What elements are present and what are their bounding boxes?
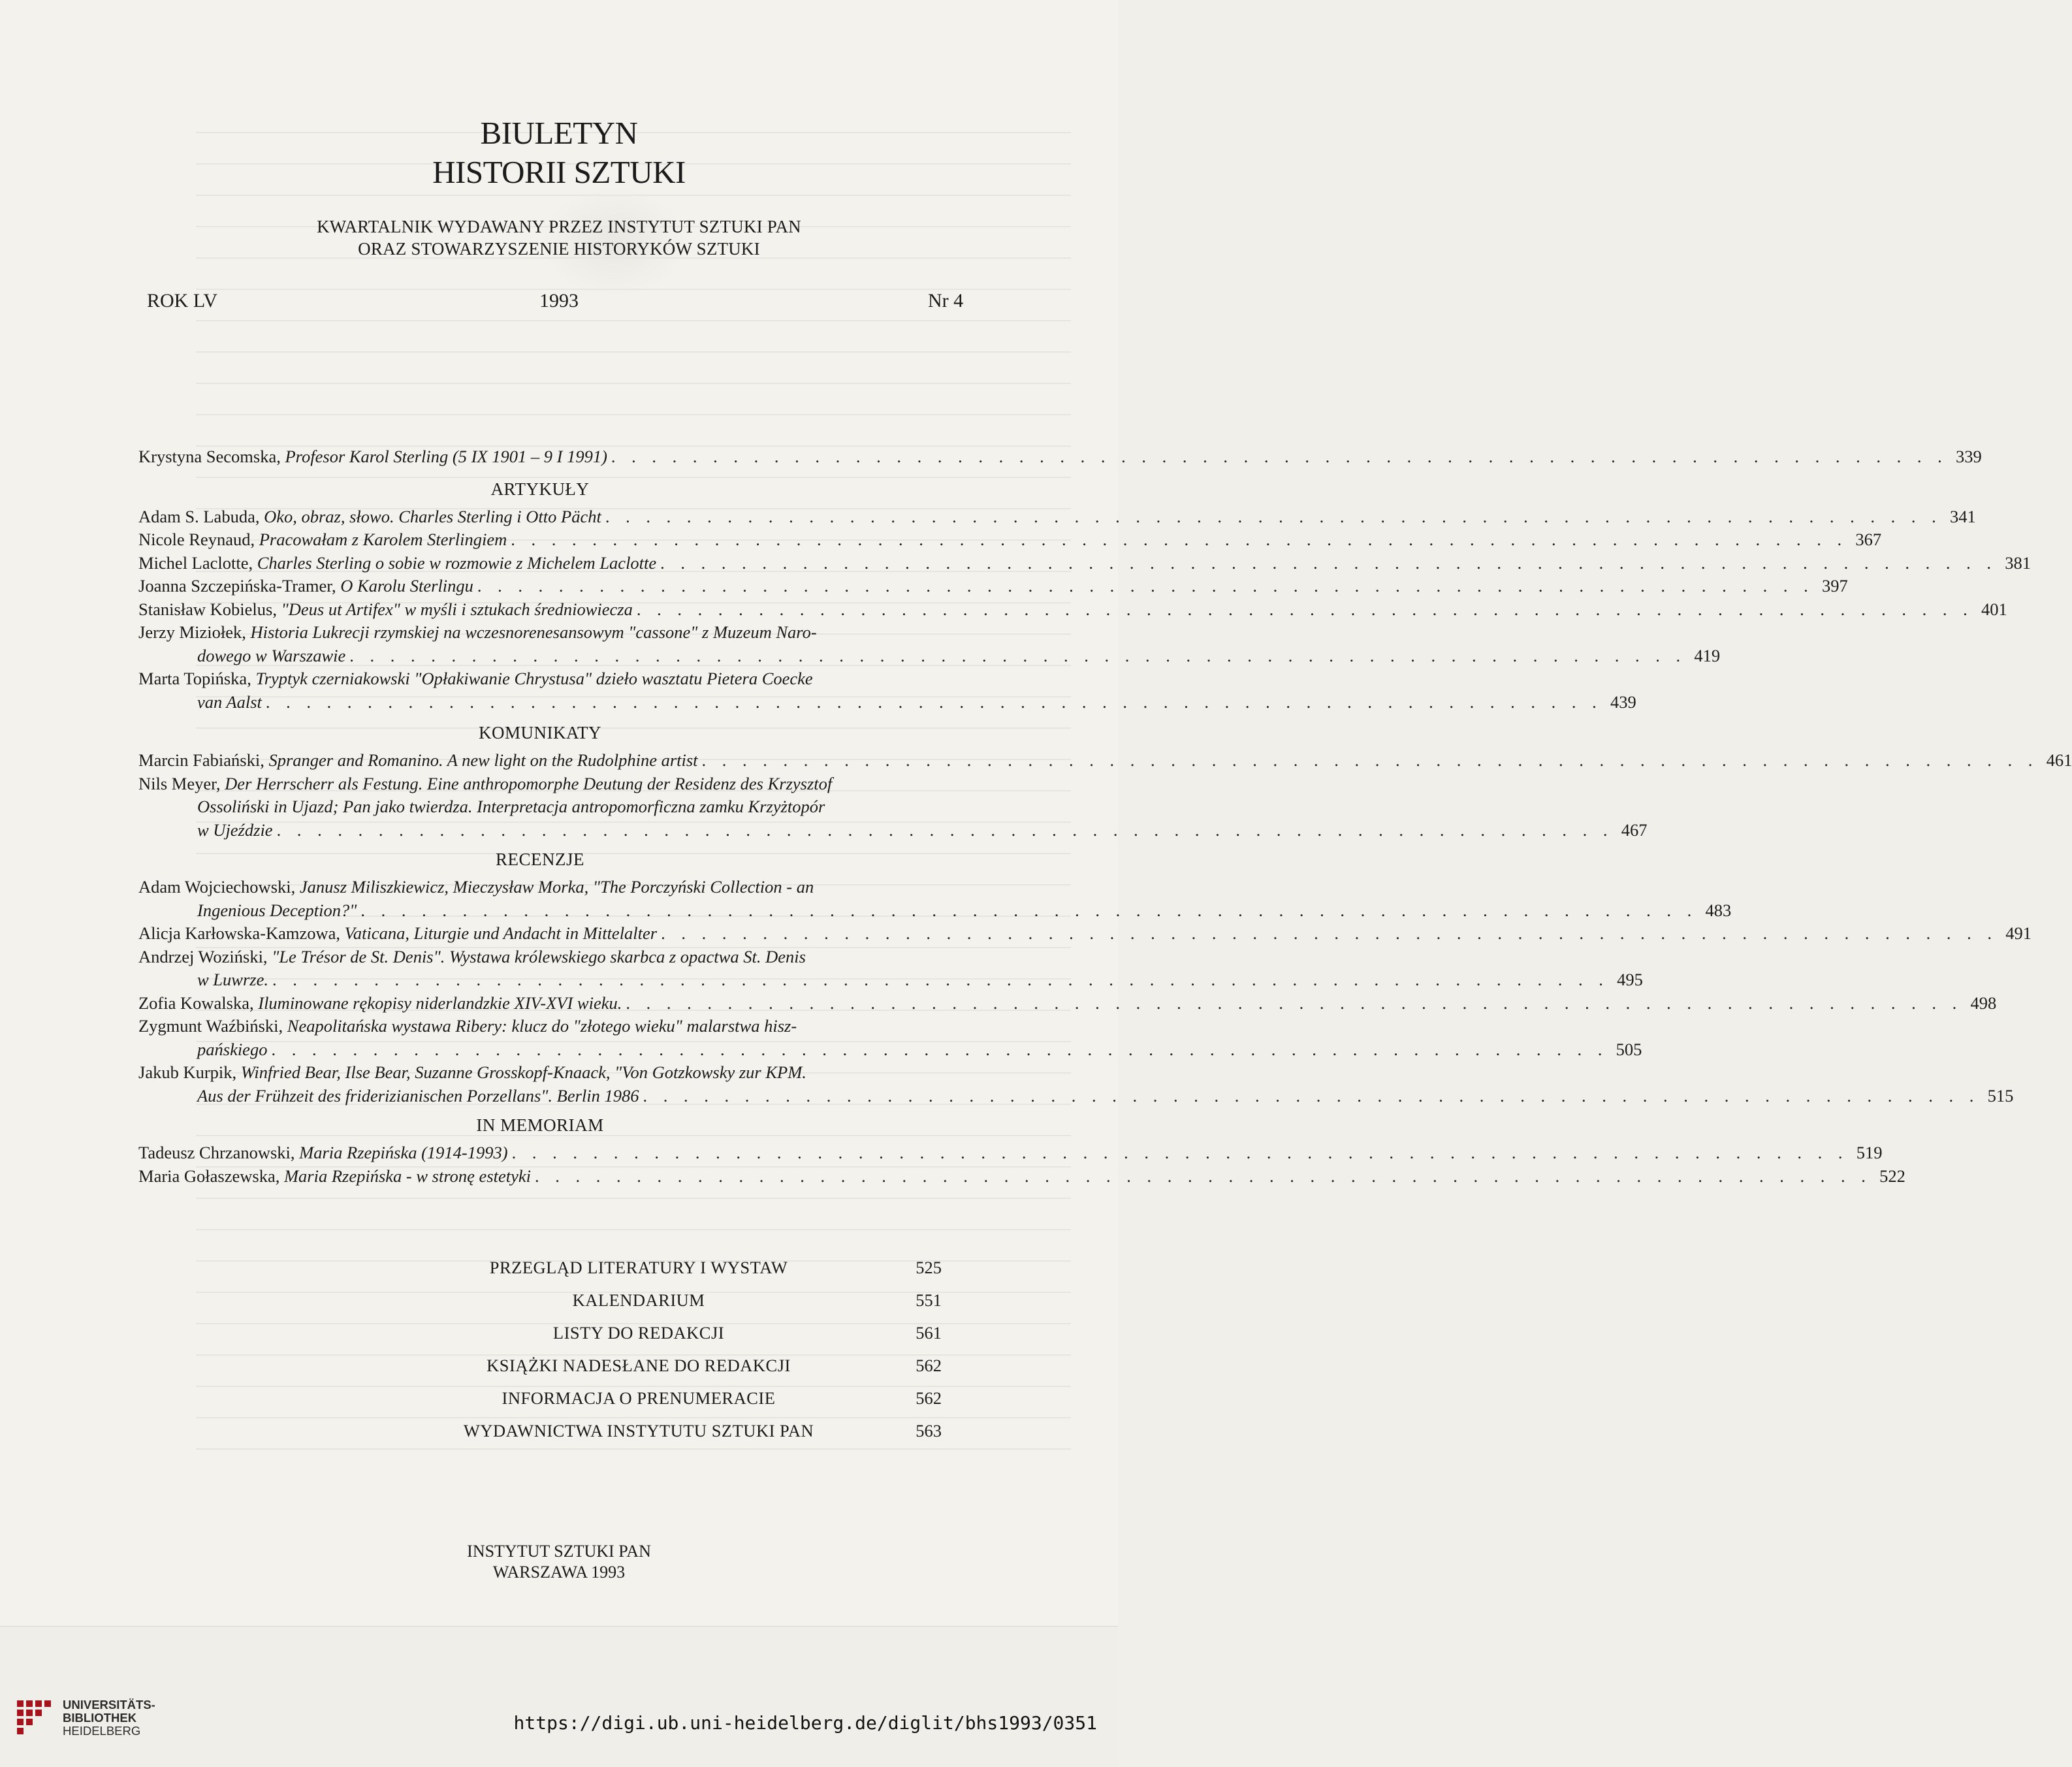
entry-author: Jerzy Miziołek, bbox=[138, 622, 251, 642]
entry-author: Nils Meyer, bbox=[138, 773, 225, 793]
entry-title: O Karolu Sterlingu bbox=[340, 576, 473, 596]
entry-author: Adam Wojciechowski, bbox=[138, 877, 300, 897]
section-heading-komunikaty: KOMUNIKATY bbox=[479, 723, 601, 742]
toc-entry-continuation[interactable] bbox=[138, 1085, 2014, 1108]
toc-entry[interactable] bbox=[138, 552, 2032, 575]
toc-entry[interactable] bbox=[138, 1061, 942, 1085]
dot-leader: . . . . . . . . . . . . . . . . . . . . . . . . . . . . . . . . . . . . . . . . . . . . . . . . . . . . . . . . . . . . . . . . . . bbox=[360, 900, 1698, 920]
back-matter-list bbox=[340, 1251, 942, 1447]
entry-page: 397 bbox=[1822, 576, 1848, 596]
entry-page: 551 bbox=[916, 1290, 942, 1310]
back-matter-label: LISTY DO REDAKCJI bbox=[552, 1323, 725, 1343]
entry-title: Pracowałam z Karolem Sterlingiem bbox=[259, 530, 507, 549]
journal-title-line1: BIULETYN bbox=[480, 115, 638, 151]
entry-title: Janusz Miliszkiewicz, Mieczysław Morka, "The Porczyński Collection - an bbox=[299, 877, 814, 897]
toc-entry-continuation[interactable] bbox=[138, 819, 1648, 842]
entry-author: Alicja Karłowska-Kamzowa, bbox=[138, 923, 345, 943]
entry-page: 498 bbox=[1970, 993, 1997, 1013]
entry-page: 562 bbox=[916, 1388, 942, 1408]
dot-leader: . . . . . . . . . . . . . . . . . . . . . . . . . . . . . . . . . . . . . . . . . . . . . . . . . . . . . . . . . . . . . . . . . . bbox=[701, 750, 2039, 770]
back-matter-label: KSIĄŻKI NADESŁANE DO REDAKCJI bbox=[486, 1356, 791, 1375]
toc-entry[interactable] bbox=[138, 575, 1848, 598]
section-heading-recenzje: RECENZJE bbox=[496, 850, 584, 869]
toc-entry[interactable] bbox=[138, 598, 2007, 622]
entry-title: "Deus ut Artifex" w myśli i sztukach średniowiecza bbox=[281, 599, 633, 619]
dot-leader: . . . . . . . . . . . . . . . . . . . . . . . . . . . . . . . . . . . . . . . . . . . . . . . . . . . . . . . . . . . . . . . . . . bbox=[661, 923, 1998, 943]
entry-author: Tadeusz Chrzanowski, bbox=[138, 1143, 300, 1162]
toc-entry[interactable] bbox=[138, 922, 2032, 946]
dot-leader: . . . . . . . . . . . . . . . . . . . . . . . . . . . . . . . . . . . . . . . . . . . . . . . . . . . . . . . . . . . . . . . . . . bbox=[626, 993, 1963, 1013]
entry-page: 341 bbox=[1949, 506, 1976, 526]
entry-title-cont: w Luwrze. bbox=[197, 970, 268, 989]
back-matter-item[interactable] bbox=[340, 1349, 942, 1382]
back-matter-label: WYDAWNICTWA INSTYTUTU SZTUKI PAN bbox=[463, 1421, 814, 1441]
entry-title: Historia Lukrecji rzymskiej na wczesnorenesansowym "cassone" z Muzeum Naro- bbox=[250, 622, 817, 642]
dot-leader: . . . . . . . . . . . . . . . . . . . . . . . . . . . . . . . . . . . . . . . . . . . . . . . . . . . . . . . . . . . . . . . . . . bbox=[265, 692, 1602, 712]
back-matter-item[interactable] bbox=[340, 1382, 942, 1414]
entry-page: 339 bbox=[1956, 447, 1982, 466]
entry-title: Der Herrscherr als Festung. Eine anthropomorphe Deutung der Residenz des Krzysztof bbox=[225, 773, 833, 793]
toc-entry[interactable] bbox=[138, 876, 942, 899]
entry-title: Spranger and Romanino. A new light on the Rudolphine artist bbox=[268, 750, 698, 770]
journal-subtitle-line1: KWARTALNIK WYDAWANY PRZEZ INSTYTUT SZTUKI PAN bbox=[317, 217, 801, 236]
entry-title-cont: pańskiego bbox=[197, 1039, 268, 1059]
dot-leader: . . . . . . . . . . . . . . . . . . . . . . . . . . . . . . . . . . . . . . . . . . . . . . . . . . . . . . . . . . . . . . . . . . bbox=[276, 820, 1614, 840]
toc-entry-continuation[interactable] bbox=[138, 1038, 1642, 1062]
entry-page: 439 bbox=[1610, 692, 1636, 712]
entry-title: Maria Rzepińska (1914-1993) bbox=[299, 1143, 508, 1162]
entry-page: 561 bbox=[916, 1323, 942, 1343]
entry-title: Vaticana, Liturgie und Andacht in Mittelalter bbox=[344, 923, 658, 943]
toc-entry[interactable] bbox=[138, 528, 1882, 552]
entry-page: 522 bbox=[1879, 1166, 1905, 1186]
dot-leader: . . . . . . . . . . . . . . . . . . . . . . . . . . . . . . . . . . . . . . . . . . . . . . . . . . . . . . . . . . . . . . . . . . bbox=[660, 552, 1998, 573]
entry-author: Adam S. Labuda, bbox=[138, 506, 264, 526]
entry-page: 381 bbox=[2005, 552, 2032, 573]
toc-entry[interactable] bbox=[138, 445, 1982, 469]
entry-page: 467 bbox=[1621, 820, 1648, 840]
entry-title: Maria Rzepińska - w stronę estetyki bbox=[283, 1166, 532, 1186]
entry-author: Michel Laclotte, bbox=[138, 552, 257, 573]
toc-entry-continuation[interactable] bbox=[138, 795, 942, 819]
entry-page: 491 bbox=[2005, 923, 2032, 943]
entry-title-cont: Ingenious Deception?" bbox=[197, 900, 357, 920]
issue-number: Nr 4 bbox=[928, 290, 964, 311]
dot-leader: . . . . . . . . . . . . . . . . . . . . . . . . . . . . . . . . . . . . . . . . . . . . . . . . . . . . . . . . . . . . . . . . . . bbox=[643, 1085, 1980, 1106]
entry-title-cont: w Ujeździe bbox=[197, 820, 273, 840]
section-heading-artykuly: ARTYKUŁY bbox=[490, 479, 590, 499]
year-label: 1993 bbox=[539, 290, 579, 311]
entry-author: Joanna Szczepińska-Tramer, bbox=[138, 576, 341, 596]
dot-leader: . . . . . . . . . . . . . . . . . . . . . . . . . . . . . . . . . . . . . . . . . . . . . . . . . . . . . . . . . . . . . . . . . . bbox=[611, 447, 1948, 466]
entry-title: Iluminowane rękopisy niderlandzkie XIV-XVI wieku. bbox=[258, 993, 622, 1013]
entry-page: 495 bbox=[1617, 970, 1643, 989]
back-matter-item[interactable] bbox=[340, 1316, 942, 1349]
entry-title: Charles Sterling o sobie w rozmowie z Michelem Laclotte bbox=[257, 552, 657, 573]
library-name-line2: BIBLIOTHEK bbox=[63, 1711, 137, 1725]
entry-author: Nicole Reynaud, bbox=[138, 530, 259, 549]
toc-entry-continuation[interactable] bbox=[138, 645, 1721, 668]
entry-author: Zygmunt Waźbiński, bbox=[138, 1016, 287, 1036]
dot-leader: . . . . . . . . . . . . . . . . . . . . . . . . . . . . . . . . . . . . . . . . . . . . . . . . . . . . . . . . . . . . . . . . . . bbox=[605, 506, 1942, 526]
toc-entry-continuation[interactable] bbox=[138, 691, 1636, 714]
back-matter-label: PRZEGLĄD LITERATURY I WYSTAW bbox=[489, 1258, 788, 1277]
toc-entry[interactable] bbox=[138, 1015, 942, 1038]
back-matter-item[interactable] bbox=[340, 1251, 942, 1284]
library-name-line1: UNIVERSITÄTS- bbox=[63, 1698, 155, 1711]
dot-leader: . . . . . . . . . . . . . . . . . . . . . . . . . . . . . . . . . . . . . . . . . . . . . . . . . . . . . . . . . . . . . . . . . . bbox=[535, 1166, 1872, 1186]
dot-leader: . . . . . . . . . . . . . . . . . . . . . . . . . . . . . . . . . . . . . . . . . . . . . . . . . . . . . . . . . . . . . . . . . . bbox=[272, 970, 1609, 989]
table-of-contents bbox=[138, 445, 2072, 1188]
toc-entry[interactable] bbox=[138, 749, 2072, 772]
entry-title: Oko, obraz, słowo. Charles Sterling i Otto Pächt bbox=[264, 506, 601, 526]
entry-page: 515 bbox=[1987, 1085, 2014, 1106]
university-library-logo-icon bbox=[14, 1698, 55, 1738]
entry-title: "Le Trésor de St. Denis". Wystawa królewskiego skarbca z opactwa St. Denis bbox=[272, 946, 806, 966]
entry-title: Profesor Karol Sterling (5 IX 1901 – 9 I 1991) bbox=[285, 447, 607, 466]
entry-author: Jakub Kurpik, bbox=[138, 1062, 241, 1082]
dot-leader: . . . . . . . . . . . . . . . . . . . . . . . . . . . . . . . . . . . . . . . . . . . . . . . . . . . . . . . . . . . . . . . . . . bbox=[271, 1039, 1608, 1059]
entry-title: Neapolitańska wystawa Ribery: klucz do "złotego wieku" malarstwa hisz- bbox=[287, 1016, 797, 1036]
toc-entry[interactable] bbox=[138, 772, 942, 796]
entry-author: Maria Gołaszewska, bbox=[138, 1166, 284, 1186]
publisher-name: INSTYTUT SZTUKI PAN bbox=[467, 1542, 651, 1561]
entry-page: 419 bbox=[1694, 645, 1721, 665]
dot-leader: . . . . . . . . . . . . . . . . . . . . . . . . . . . . . . . . . . . . . . . . . . . . . . . . . . . . . . . . . . . . . . . . . . bbox=[511, 530, 1848, 549]
toc-entry[interactable] bbox=[138, 1165, 1905, 1188]
entry-author: Andrzej Woziński, bbox=[138, 946, 272, 966]
toc-entry-continuation[interactable] bbox=[138, 899, 1732, 923]
toc-entry[interactable] bbox=[138, 992, 1997, 1015]
journal-subtitle-line2: ORAZ STOWARZYSZENIE HISTORYKÓW SZTUKI bbox=[358, 239, 760, 259]
entry-page: 562 bbox=[916, 1356, 942, 1375]
entry-page: 525 bbox=[916, 1258, 942, 1277]
back-matter-item[interactable] bbox=[340, 1284, 942, 1316]
viewer-footer bbox=[0, 1626, 1118, 1767]
toc-entry[interactable] bbox=[138, 621, 942, 645]
back-matter-label: KALENDARIUM bbox=[572, 1290, 705, 1310]
dot-leader: . . . . . . . . . . . . . . . . . . . . . . . . . . . . . . . . . . . . . . . . . . . . . . . . . . . . . . . . . . . . . . . . . . bbox=[349, 645, 1687, 665]
publisher-place-year: WARSZAWA 1993 bbox=[492, 1563, 626, 1582]
entry-author: Marta Topińska, bbox=[138, 669, 256, 688]
toc-entry[interactable] bbox=[138, 946, 942, 969]
entry-page: 519 bbox=[1856, 1143, 1883, 1162]
toc-entry-continuation[interactable] bbox=[138, 968, 1643, 992]
toc-entry[interactable] bbox=[138, 667, 942, 691]
back-matter-label: INFORMACJA O PRENUMERACIE bbox=[502, 1388, 776, 1408]
dot-leader: . . . . . . . . . . . . . . . . . . . . . . . . . . . . . . . . . . . . . . . . . . . . . . . . . . . . . . . . . . . . . . . . . . bbox=[511, 1143, 1849, 1162]
entry-author: Marcin Fabiański, bbox=[138, 750, 269, 770]
entry-page: 367 bbox=[1855, 530, 1882, 549]
entry-page: 461 bbox=[2046, 750, 2072, 770]
permalink-url[interactable]: https://digi.ub.uni-heidelberg.de/diglit/bhs1993/0351 bbox=[513, 1712, 1097, 1734]
back-matter-item[interactable] bbox=[340, 1414, 942, 1447]
library-name-line3: HEIDELBERG bbox=[63, 1724, 141, 1738]
entry-title: Winfried Bear, Ilse Bear, Suzanne Grosskopf-Knaack, "Von Gotzkowsky zur KPM. bbox=[240, 1062, 806, 1082]
journal-title-line2: HISTORII SZTUKI bbox=[432, 154, 686, 190]
dot-leader: . . . . . . . . . . . . . . . . . . . . . . . . . . . . . . . . . . . . . . . . . . . . . . . . . . . . . . . . . . . . . . . . . . bbox=[477, 576, 1814, 596]
entry-author: Krystyna Secomska, bbox=[138, 447, 285, 466]
dot-leader: . . . . . . . . . . . . . . . . . . . . . . . . . . . . . . . . . . . . . . . . . . . . . . . . . . . . . . . . . . . . . . . . . . bbox=[636, 599, 1973, 619]
entry-title-cont: Ossoliński in Ujazd; Pan jako twierdza. Interpretacja antropomorficzna zamku Krzyżtopór bbox=[197, 797, 825, 816]
entry-title-cont: Aus der Frühzeit des friderizianischen Porzellans". Berlin 1986 bbox=[197, 1085, 639, 1106]
entry-title: Tryptyk czerniakowski "Opłakiwanie Chrystusa" dzieło wasztatu Pietera Coecke bbox=[255, 669, 813, 688]
library-name bbox=[63, 1698, 155, 1738]
entry-title-cont: dowego w Warszawie bbox=[197, 645, 346, 665]
volume-label: ROK LV bbox=[147, 290, 218, 311]
entry-author: Zofia Kowalska, bbox=[138, 993, 259, 1013]
entry-page: 483 bbox=[1705, 900, 1732, 920]
section-heading-memoriam: IN MEMORIAM bbox=[476, 1115, 604, 1135]
entry-page: 563 bbox=[916, 1421, 942, 1441]
entry-page: 401 bbox=[1981, 599, 2007, 619]
toc-entry[interactable] bbox=[138, 1141, 1883, 1165]
entry-author: Stanisław Kobielus, bbox=[138, 599, 281, 619]
entry-page: 505 bbox=[1616, 1039, 1642, 1059]
entry-title-cont: van Aalst bbox=[197, 692, 262, 712]
toc-entry[interactable] bbox=[138, 505, 1976, 529]
